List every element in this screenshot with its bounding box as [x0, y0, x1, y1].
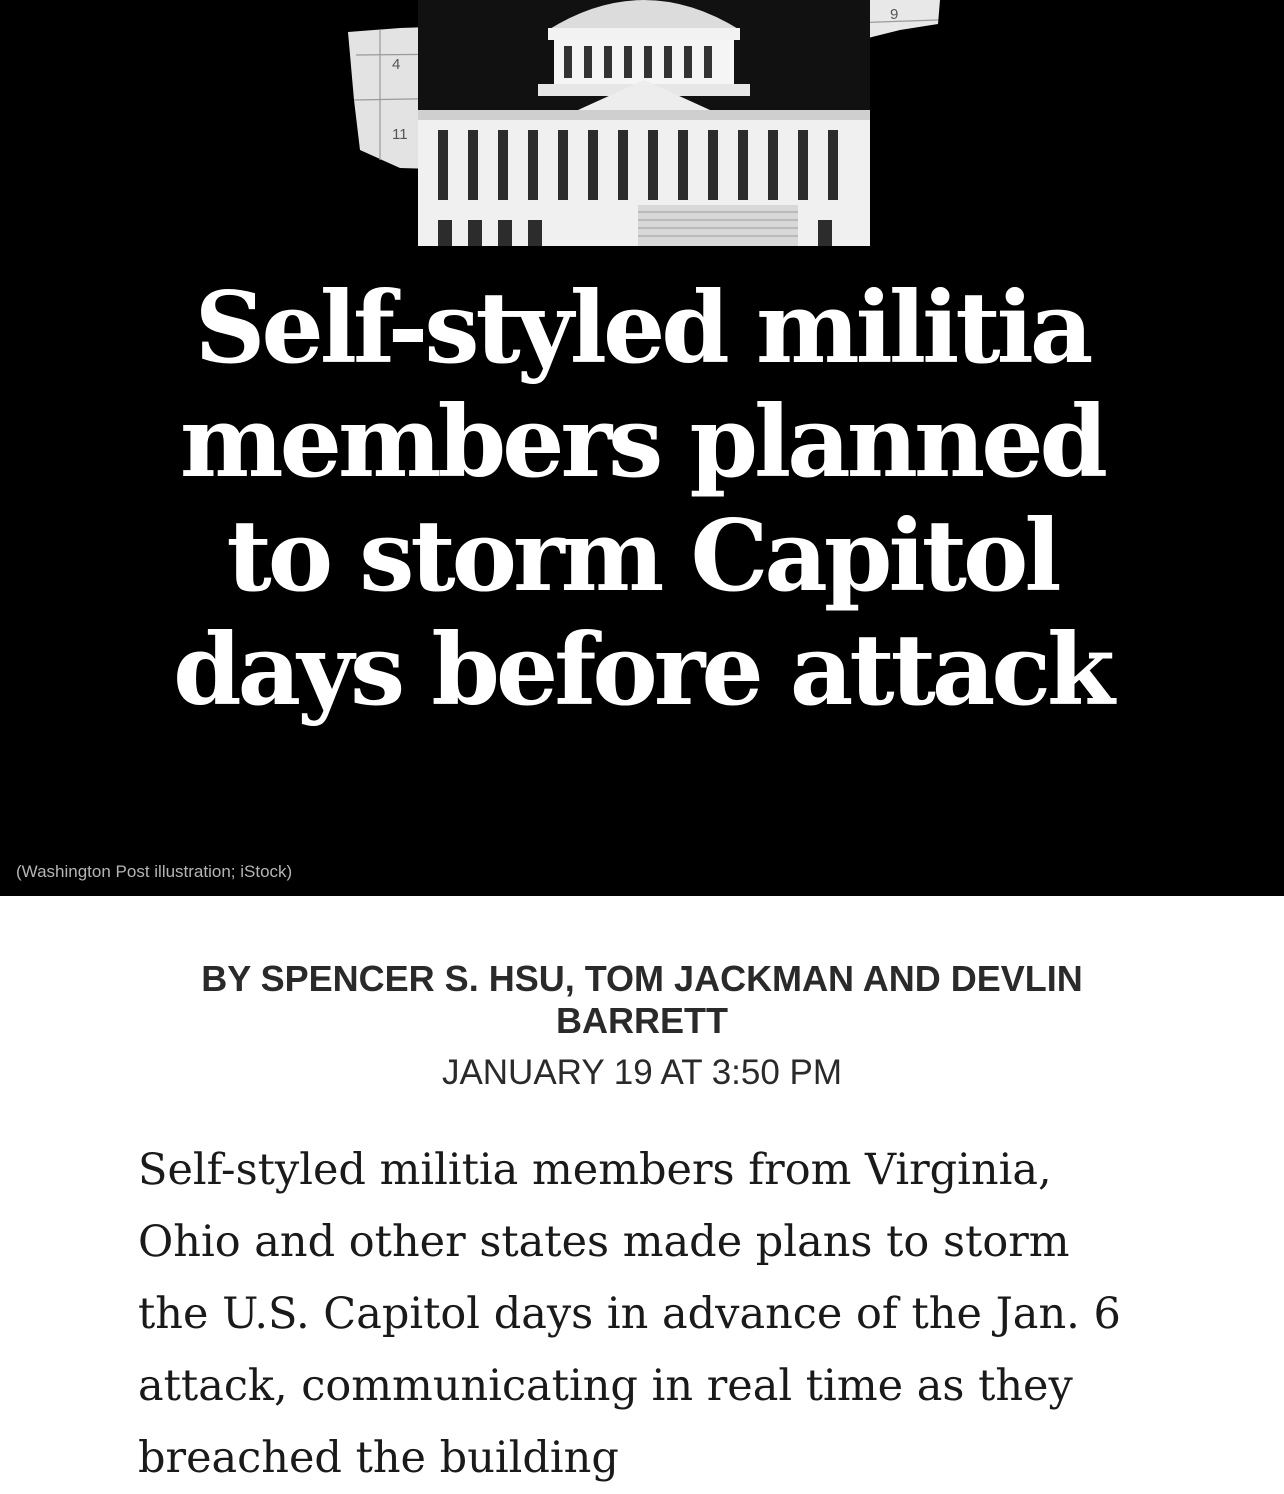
article-headline: Self-styled militia members planned to storm Capitol days before attack [173, 271, 1111, 728]
calendar-number: 11 [392, 126, 408, 143]
illustration-capitol-calendar [340, 0, 950, 250]
calendar-number: 9 [890, 6, 899, 23]
image-credit: (Washington Post illustration; iStock) [16, 862, 293, 881]
publish-timestamp: JANUARY 19 AT 3:50 PM [441, 1053, 843, 1092]
byline: BY SPENCER S. HSU, TOM JACKMAN AND DEVLIN BARRETT [201, 958, 1083, 1041]
article-lede: Self-styled militia members from Virginia, Ohio and other states made plans to storm the U.S. Capitol days in advance of the Jan. 6 attack, communicating in real time as they breached the building [138, 1145, 1121, 1483]
capitol-building-image [418, 0, 870, 246]
calendar-number: 4 [392, 56, 401, 73]
